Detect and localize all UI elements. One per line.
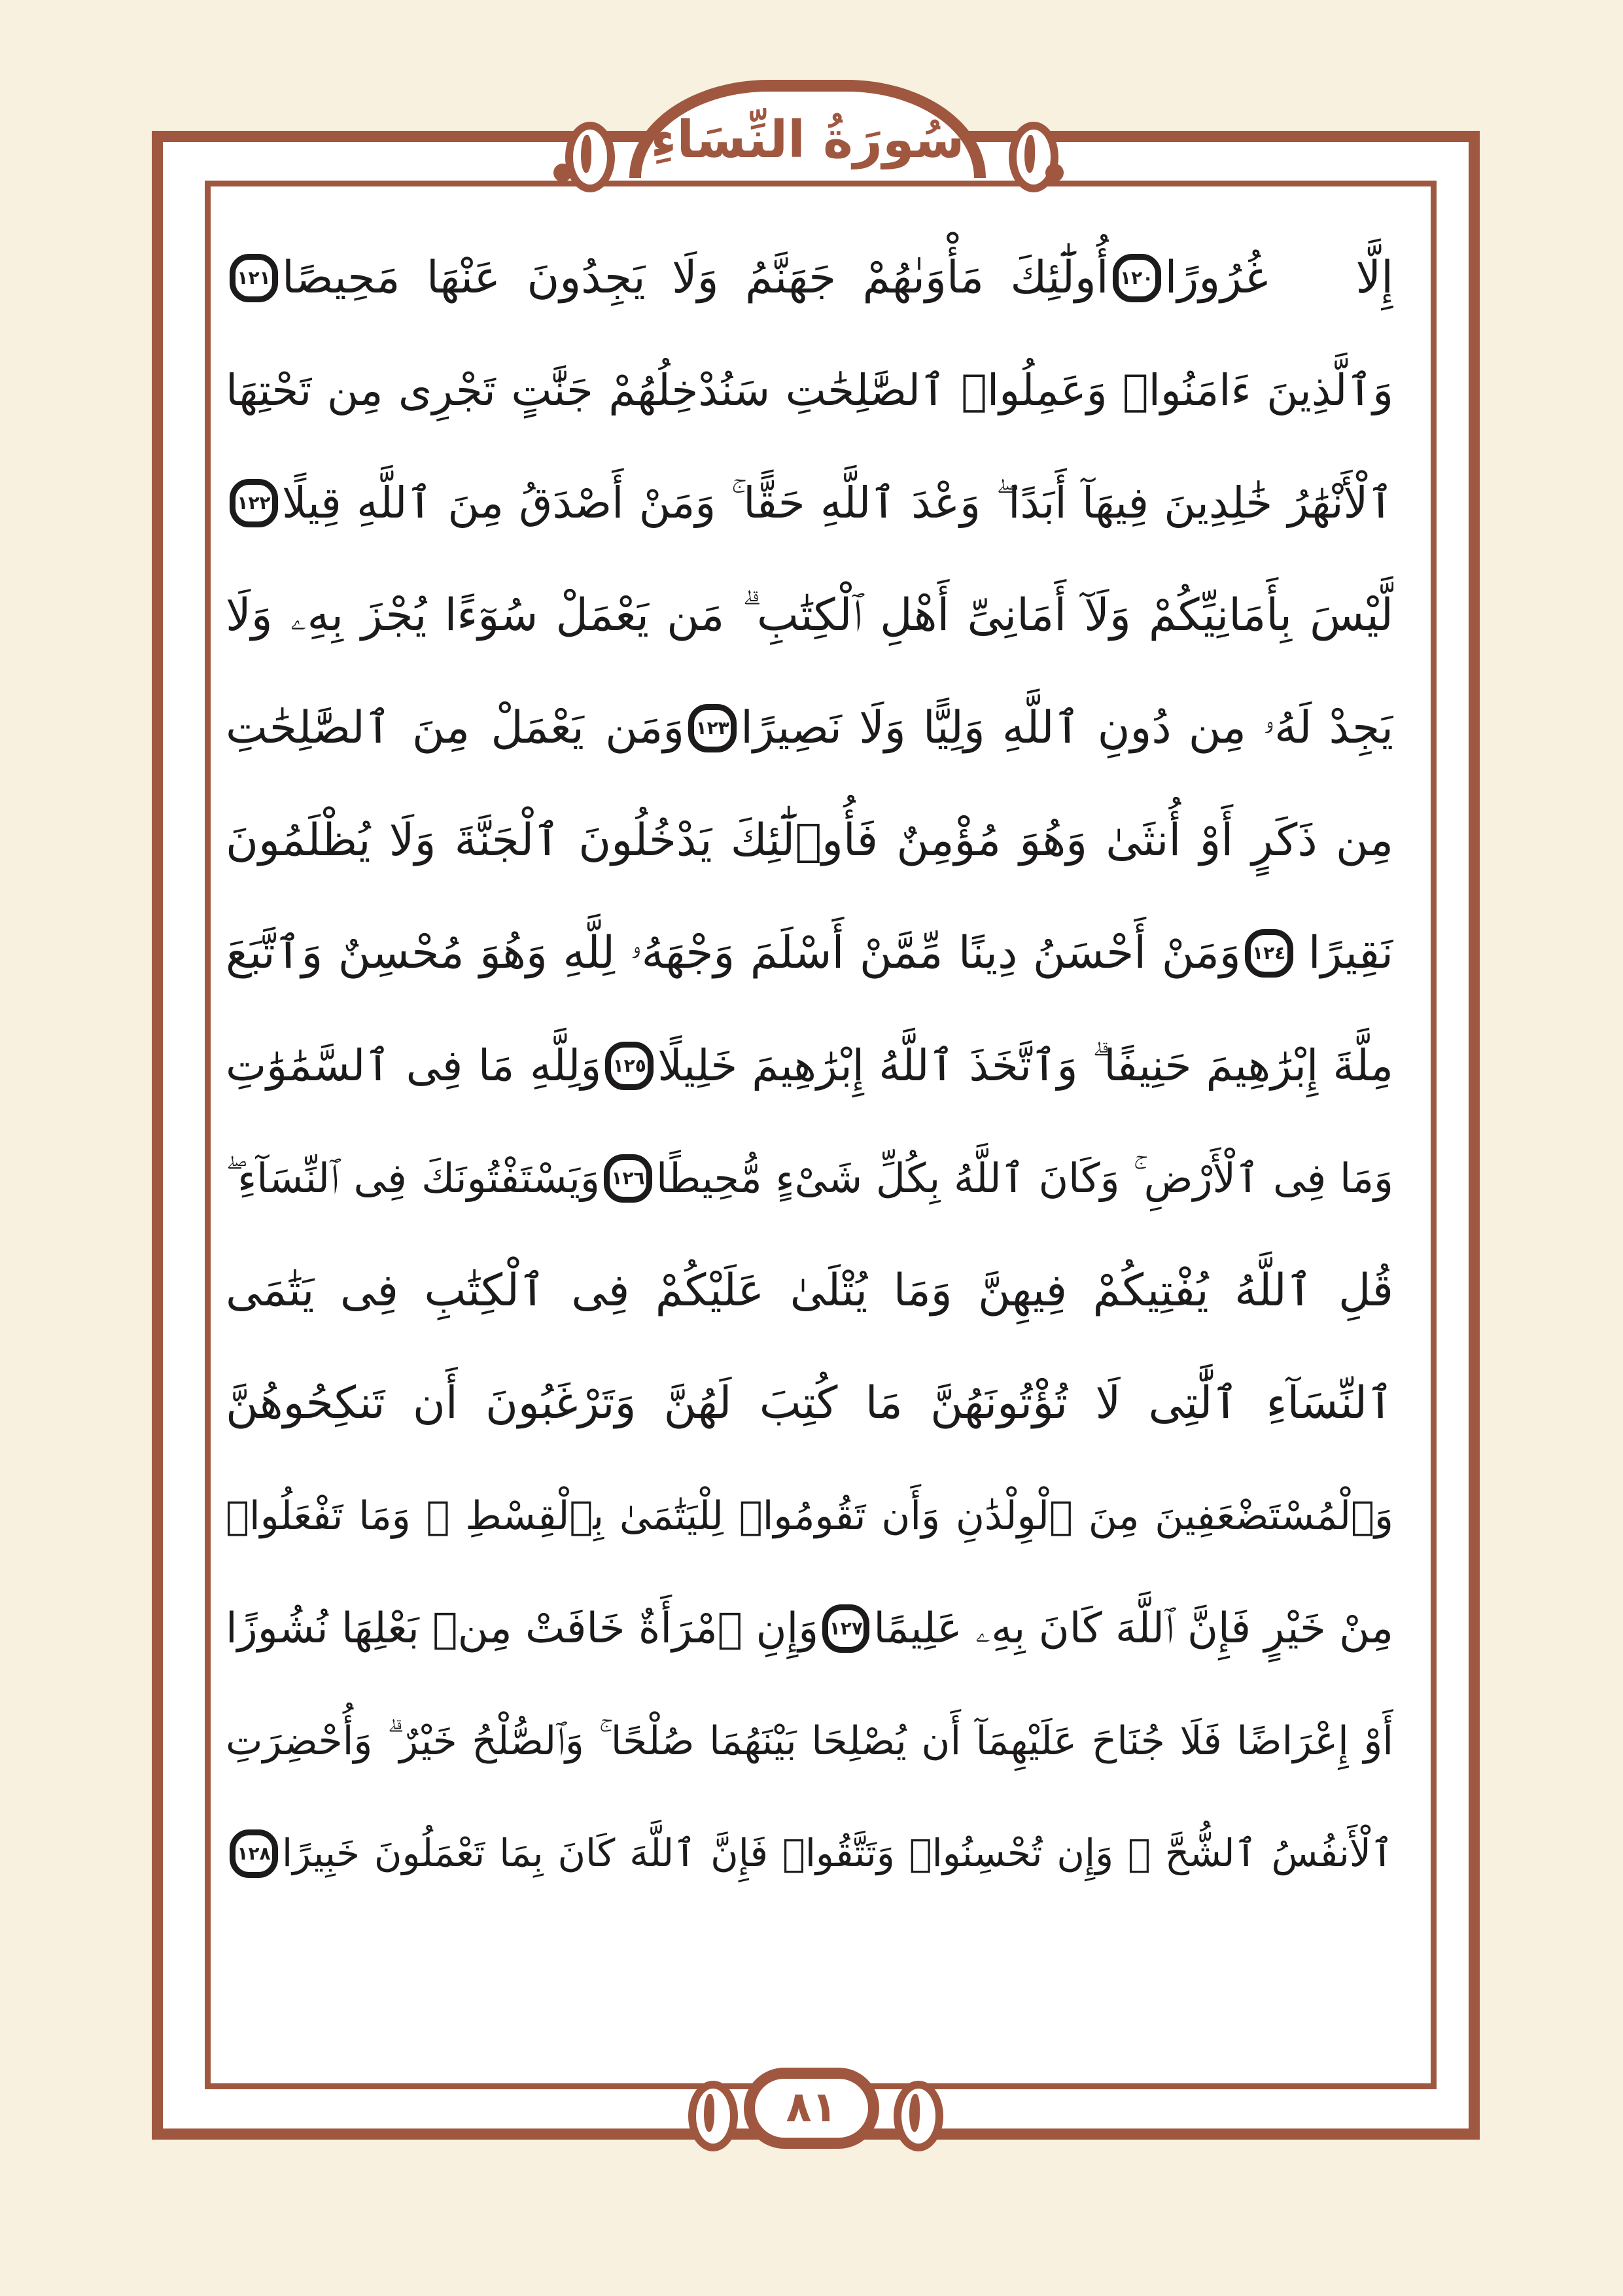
- verse-text: وَمَا فِى ٱلْأَرْضِ ۚ وَكَانَ ٱللَّهُ بِكُلِّ شَىْءٍ مُّحِيطًا: [656, 1154, 1393, 1202]
- verse-text: وَمَنْ أَحْسَنُ دِينًا مِّمَّنْ أَسْلَمَ وَجْهَهُۥ لِلَّهِ وَهُوَ مُحْسِنٌ وَٱتَّبَعَ: [226, 927, 1241, 980]
- text-line: [226, 1798, 1393, 1909]
- verse-text: وَيَسْتَفْتُونَكَ فِى ٱلنِّسَآءِ ۖ: [226, 1154, 601, 1202]
- page-number-cartouche: [744, 2068, 879, 2149]
- text-line: [226, 673, 1393, 784]
- verse-text: ٱلْأَنْهَٰرُ خَٰلِدِينَ فِيهَآ أَبَدًا ۖ وَعْدَ ٱللَّهِ حَقًّا ۚ وَمَنْ أَصْدَقُ مِنَ ٱللَّهِ قِيلًا: [282, 478, 1393, 529]
- page-number: ٨١: [786, 2083, 837, 2132]
- header-ornament-right-icon: [1000, 122, 1060, 190]
- verse-text: وَٱلْمُسْتَضْعَفِينَ مِنَ ٱلْوِلْدَٰنِ وَأَن تَقُومُوا۟ لِلْيَتَٰمَىٰ بِٱلْقِسْطِ ۚ وَمَا تَفْعَلُوا۟: [226, 1493, 1393, 1539]
- verse-text: قُلِ ٱللَّهُ يُفْتِيكُمْ فِيهِنَّ وَمَا يُتْلَىٰ عَلَيْكُمْ فِى ٱلْكِتَٰبِ فِى يَتَٰمَى: [226, 1265, 1393, 1317]
- verse-text: مِنْ خَيْرٍ فَإِنَّ ٱللَّهَ كَانَ بِهِۦ عَلِيمًا: [873, 1604, 1393, 1653]
- text-line: [226, 560, 1393, 671]
- verse-text: وَمَن يَعْمَلْ مِنَ ٱلصَّٰلِحَٰتِ: [226, 702, 685, 754]
- verse-text: وَلِلَّهِ مَا فِى ٱلسَّمَٰوَٰتِ: [226, 1040, 602, 1091]
- verse-text: ٱلنِّسَآءِ ٱلَّٰتِى لَا تُؤْتُونَهُنَّ مَا كُتِبَ لَهُنَّ وَتَرْغَبُونَ أَن تَنكِحُوهُنَّ: [226, 1377, 1393, 1430]
- text-line: [226, 1123, 1393, 1234]
- ayah-number-marker: ١٢٥: [605, 1042, 654, 1090]
- surah-title: سُورَةُ النِّسَاءِ: [650, 111, 965, 169]
- verse-text: ٱلْأَنفُسُ ٱلشُّحَّ ۚ وَإِن تُحْسِنُوا۟ وَتَتَّقُوا۟ فَإِنَّ ٱللَّهَ كَانَ بِمَا تَعْمَلُونَ خَبِيرًا: [282, 1831, 1393, 1876]
- ayah-number-marker: ١٢٨: [230, 1829, 278, 1878]
- verse-text: مِن ذَكَرٍ أَوْ أُنثَىٰ وَهُوَ مُؤْمِنٌ فَأُو۟لَٰٓئِكَ يَدْخُلُونَ ٱلْجَنَّةَ وَلَا يُظْلَمُونَ: [226, 815, 1393, 867]
- verse-text: إِلَّا غُرُورًا: [1164, 252, 1393, 304]
- ayah-number-marker: ١٢٣: [688, 704, 737, 752]
- footer-ornament-right-icon: [884, 2081, 945, 2146]
- verse-text: أَوْ إِعْرَاضًا فَلَا جُنَاحَ عَلَيْهِمَآ أَن يُصْلِحَا بَيْنَهُمَا صُلْحًا ۚ وَٱلصُّلْحُ خَيْرٌ ۗ وَأُحْضِرَتِ: [226, 1718, 1393, 1764]
- text-line: [226, 1573, 1393, 1684]
- ayah-number-marker: ١٢٤: [1245, 929, 1293, 978]
- ayah-number-marker: ١٢٧: [822, 1604, 869, 1653]
- verse-text: مِلَّةَ إِبْرَٰهِيمَ حَنِيفًا ۗ وَٱتَّخَذَ ٱللَّهُ إِبْرَٰهِيمَ خَلِيلًا: [657, 1040, 1393, 1091]
- ayah-number-marker: ١٢٠: [1113, 254, 1161, 302]
- ayah-number-marker: ١٢٢: [230, 479, 278, 527]
- text-line: [226, 335, 1393, 446]
- text-line: [226, 1348, 1393, 1459]
- header-ornament-left-icon: [556, 122, 616, 190]
- verse-text: وَٱلَّذِينَ ءَامَنُوا۟ وَعَمِلُوا۟ ٱلصَّٰلِحَٰتِ سَنُدْخِلُهُمْ جَنَّٰتٍ تَجْرِى مِن تَحْتِهَا: [226, 365, 1393, 416]
- verse-text: يَجِدْ لَهُۥ مِن دُونِ ٱللَّهِ وَلِيًّا وَلَا نَصِيرًا: [741, 702, 1393, 754]
- verse-text: أُولَٰٓئِكَ مَأْوَىٰهُمْ جَهَنَّمُ وَلَا يَجِدُونَ عَنْهَا مَحِيصًا: [282, 252, 1109, 304]
- text-line: [226, 1460, 1393, 1572]
- ayah-number-marker: ١٢١: [230, 254, 278, 302]
- text-line: [226, 785, 1393, 896]
- text-line: [226, 898, 1393, 1009]
- verse-text: نَقِيرًا: [1308, 927, 1393, 980]
- footer-ornament-left-icon: [679, 2081, 739, 2146]
- verse-text: وَإِنِ ٱمْرَأَةٌ خَافَتْ مِنۢ بَعْلِهَا نُشُوزًا: [226, 1604, 819, 1653]
- text-line: [226, 1010, 1393, 1122]
- text-line: [226, 1686, 1393, 1797]
- text-line: [226, 222, 1393, 334]
- quran-text-body: [226, 222, 1393, 2041]
- text-line: [226, 1235, 1393, 1347]
- ayah-number-marker: ١٢٦: [604, 1154, 652, 1203]
- surah-title-cartouche: [629, 80, 986, 178]
- text-line: [226, 448, 1393, 559]
- verse-text: لَّيْسَ بِأَمَانِيِّكُمْ وَلَآ أَمَانِىِّ أَهْلِ ٱلْكِتَٰبِ ۗ مَن يَعْمَلْ سُوٓءًا يُجْزَ بِهِۦ وَلَا: [226, 590, 1393, 642]
